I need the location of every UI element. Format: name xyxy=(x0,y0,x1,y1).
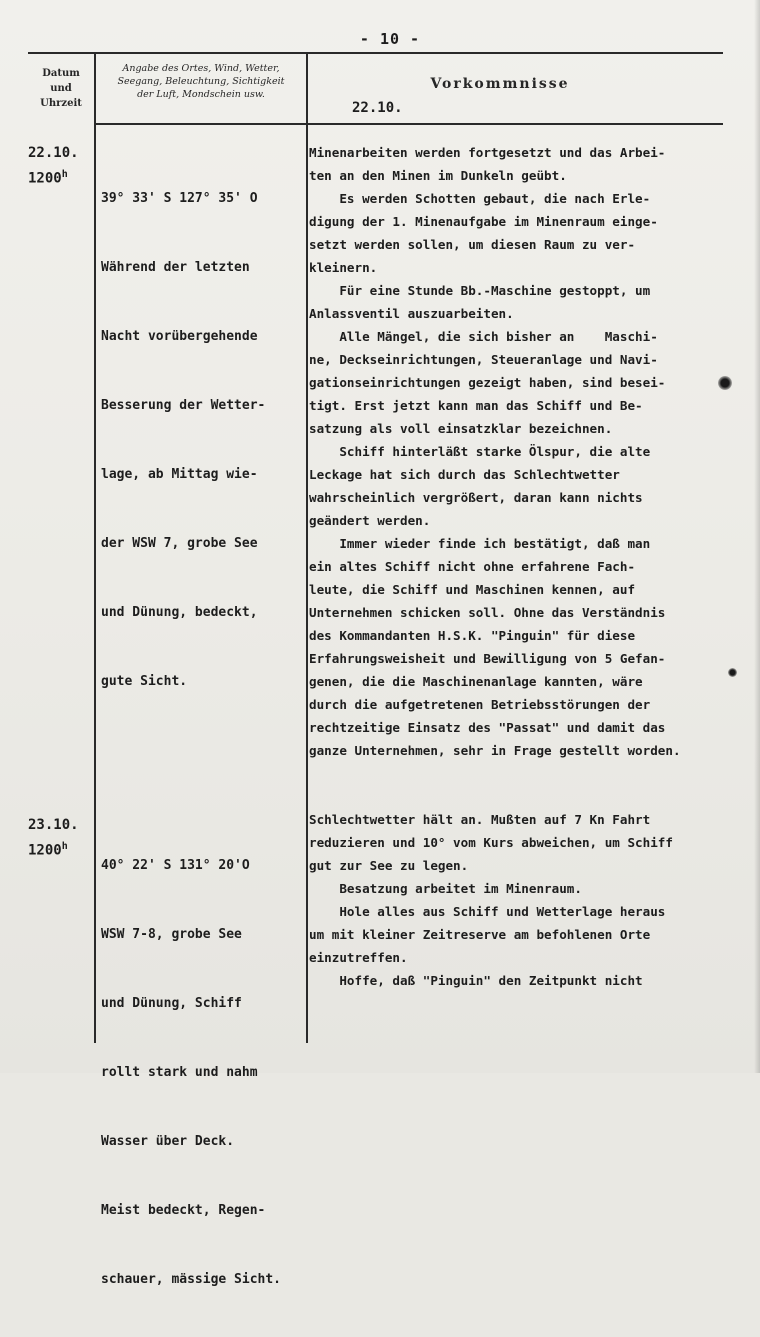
entry-events xyxy=(309,808,757,992)
event-line: ein altes Schiff nicht ohne erfahrene Fach- xyxy=(309,559,636,574)
location-line: rollt stark und nahm xyxy=(101,1065,258,1080)
event-line: leute, die Schiff und Maschinen kennen, auf xyxy=(309,582,636,597)
header-top-rule xyxy=(28,52,723,54)
event-line: Leckage hat sich durch das Schlechtwetter xyxy=(309,467,620,482)
header-location-column xyxy=(97,62,305,101)
event-line: Hole alles aus Schiff und Wetterlage heraus xyxy=(309,904,666,919)
event-line: tigt. Erst jetzt kann man das Schiff und Be- xyxy=(309,398,643,413)
column-divider-date xyxy=(94,53,96,1043)
event-line: Für eine Stunde Bb.-Maschine gestoppt, um xyxy=(309,283,651,298)
location-line: schauer, mässige Sicht. xyxy=(101,1272,282,1287)
header-date-column xyxy=(30,66,92,111)
location-line: lage, ab Mittag wie- xyxy=(101,467,258,482)
event-line: setzt werden sollen, um diesen Raum zu ver- xyxy=(309,237,636,252)
event-line: um mit kleiner Zeitreserve am befohlenen Orte xyxy=(309,927,651,942)
header-location-line: der Luft, Mondschein usw. xyxy=(137,89,265,100)
event-line: Alle Mängel, die sich bisher an Maschi- xyxy=(309,329,658,344)
event-line: geändert werden. xyxy=(309,513,431,528)
entry-date-day: 22.10. xyxy=(28,145,79,161)
header-bottom-rule xyxy=(95,123,723,125)
event-line: rechtzeitige Einsatz des "Passat" und damit das xyxy=(309,720,666,735)
location-line: und Dünung, Schiff xyxy=(101,996,242,1011)
event-line: satzung als voll einsatzklar bezeichnen. xyxy=(309,421,613,436)
location-line: Meist bedeckt, Regen- xyxy=(101,1203,266,1218)
header-events-column: Vorkommnisse xyxy=(430,76,570,92)
entry-date-day: 23.10. xyxy=(28,817,79,833)
header-location-line: Angabe des Ortes, Wind, Wetter, xyxy=(122,63,280,74)
location-line: Wasser über Deck. xyxy=(101,1134,235,1149)
location-line: Während der letzten xyxy=(101,260,250,275)
event-line: Unternehmen schicken soll. Ohne das Verständnis xyxy=(309,605,666,620)
entry-events xyxy=(309,141,757,762)
location-line: der WSW 7, grobe See xyxy=(101,536,258,551)
entry-location xyxy=(101,141,304,739)
event-line: ten an den Minen im Dunkeln geübt. xyxy=(309,168,567,183)
header-date-line: Uhrzeit xyxy=(40,98,82,109)
event-line: Immer wieder finde ich bestätigt, daß man xyxy=(309,536,651,551)
event-line: Erfahrungsweisheit und Bewilligung von 5 Gefan- xyxy=(309,651,666,666)
header-location-line: Seegang, Beleuchtung, Sichtigkeit xyxy=(117,76,285,87)
ink-smudge xyxy=(728,668,737,677)
location-line: Nacht vorübergehende xyxy=(101,329,258,344)
event-line: kleinern. xyxy=(309,260,378,275)
event-line: Hoffe, daß "Pinguin" den Zeitpunkt nicht xyxy=(309,973,643,988)
page-edge-shadow xyxy=(754,0,760,1073)
entry-date-time: 1200$^h$ xyxy=(28,169,68,187)
page-number: - 10 - xyxy=(359,30,421,48)
event-line: Schiff hinterläßt starke Ölspur, die alte xyxy=(309,444,651,459)
header-date-line: Datum xyxy=(42,68,80,79)
event-line: gationseinrichtungen gezeigt haben, sind besei- xyxy=(309,375,666,390)
ink-smudge xyxy=(718,376,732,390)
event-line: Besatzung arbeitet im Minenraum. xyxy=(309,881,582,896)
event-line: Schlechtwetter hält an. Mußten auf 7 Kn Fahrt xyxy=(309,812,651,827)
location-line: und Dünung, bedeckt, xyxy=(101,605,258,620)
location-line: Besserung der Wetter- xyxy=(101,398,266,413)
header-date-line: und xyxy=(50,83,72,94)
event-line: einzutreffen. xyxy=(309,950,408,965)
location-line: WSW 7-8, grobe See xyxy=(101,927,242,942)
event-line: des Kommandanten H.S.K. "Pinguin" für diese xyxy=(309,628,636,643)
event-line: reduzieren und 10° vom Kurs abweichen, um Schiff xyxy=(309,835,673,850)
event-line: genen, die die Maschinenanlage kannten, wäre xyxy=(309,674,643,689)
column-divider-location xyxy=(306,53,308,1043)
entry-date xyxy=(28,815,94,862)
location-line: 40° 22' S 131° 20'O xyxy=(101,858,250,873)
event-line: Es werden Schotten gebaut, die nach Erle- xyxy=(309,191,651,206)
event-line: ganze Unternehmen, sehr in Frage gestellt worden. xyxy=(309,743,681,758)
entry-date xyxy=(28,143,94,190)
event-line: Minenarbeiten werden fortgesetzt und das Arbei- xyxy=(309,145,666,160)
event-line: Anlassventil auszuarbeiten. xyxy=(309,306,514,321)
location-line: 39° 33' S 127° 35' O xyxy=(101,191,258,206)
event-line: ne, Deckseinrichtungen, Steueranlage und Navi- xyxy=(309,352,658,367)
entry-date-time: 1200$^h$ xyxy=(28,841,68,859)
location-line: gute Sicht. xyxy=(101,674,188,689)
event-line: digung der 1. Minenaufgabe im Minenraum einge- xyxy=(309,214,658,229)
header-events-date: 22.10. xyxy=(352,100,403,116)
event-line: durch die aufgetretenen Betriebsstörungen der xyxy=(309,697,651,712)
event-line: gut zur See zu legen. xyxy=(309,858,469,873)
event-line: wahrscheinlich vergrößert, daran kann nichts xyxy=(309,490,643,505)
